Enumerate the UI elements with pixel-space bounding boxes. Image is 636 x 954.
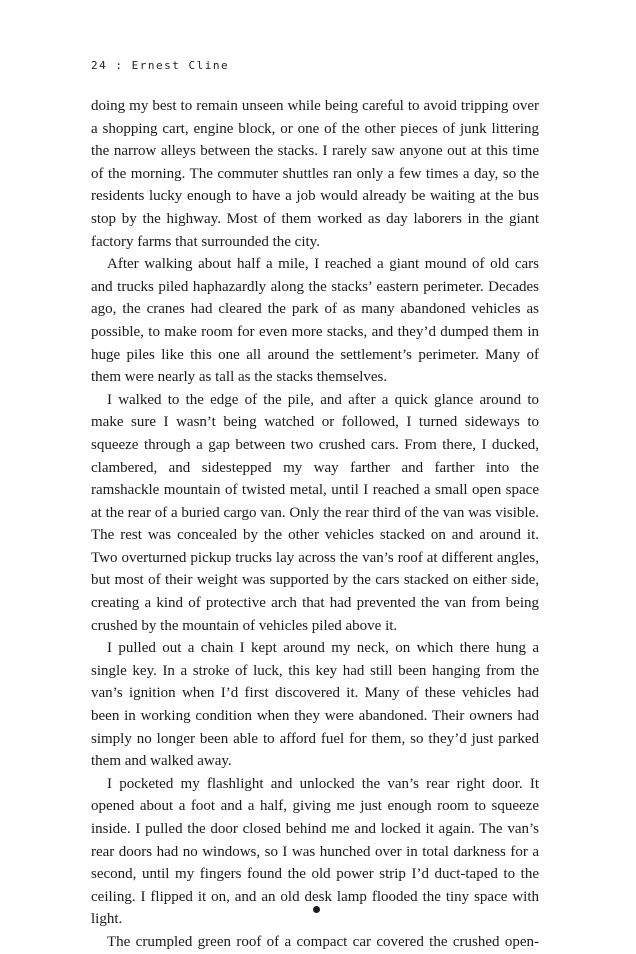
paragraph: doing my best to remain unseen while being careful to avoid tripping over a shopping cart, engine block, or one of the other pieces of junk littering the narrow alleys between the stacks. I rarely saw anyone out at this time of the morning. The commuter shuttles ran only a few times a day, so the residents lucky enough to have a job would already be waiting at the bus stop by the highway. Most of them worked as day laborers in the giant factory farms that surrounded the city. — [91, 98, 539, 250]
page-body — [91, 95, 539, 954]
paragraph: I pulled out a chain I kept around my neck, on which there hung a single key. In a stroke of luck, this key had still been hanging from the van’s ignition when I’d first discovered it. Many of these vehicles had been in working condition when they were abandoned. Their owners had simply no longer been able to afford fuel for them, so they’d just parked them and walked away. — [91, 640, 539, 770]
paragraph: After walking about half a mile, I reached a giant mound of old cars and trucks piled haphazardly along the stacks’ eastern perimeter. Decades ago, the cranes had cleared the park of as many abandoned vehicles as possible, to make room for even more stacks, and they’d dumped them in huge piles like this one all around the settlement’s perimeter. Many of them were nearly as tall as the stacks themselves. — [91, 256, 539, 386]
paragraph: I pocketed my flashlight and unlocked the van’s rear right door. It opened about a foot and a half, giving me just enough room to squeeze inside. I pulled the door closed behind me and locked it again. The van’s rear doors had no windows, so I was hunched over in total darkness for a second, until my fingers found the old power strip I’d duct-taped to the ceiling. I flipped it on, and an old desk lamp flooded the tiny space with light. — [91, 775, 539, 928]
page-marker-dot — [313, 906, 320, 913]
paragraph: I walked to the edge of the pile, and after a quick glance around to make sure I wasn’t being watched or followed, I turned sideways to squeeze through a gap between two crushed cars. From there, I ducked, clambered, and sidestepped my way farther and farther into the ramshackle mountain of twisted metal, until I reached a small open space at the rear of a buried cargo van. Only the rear third of the van was visible. The rest was concealed by the other vehicles stacked on and around it. Two overturned pickup trucks lay across the van’s roof at different angles, but most of their weight was supported by the cars stacked on either side, creating a kind of protective arch that had prevented the van from being crushed by the mountain of vehicles piled above it. — [91, 391, 539, 634]
running-head: 24 : Ernest Cline — [91, 59, 230, 72]
paragraph: The crumpled green roof of a compact car covered the crushed open- — [107, 933, 539, 950]
